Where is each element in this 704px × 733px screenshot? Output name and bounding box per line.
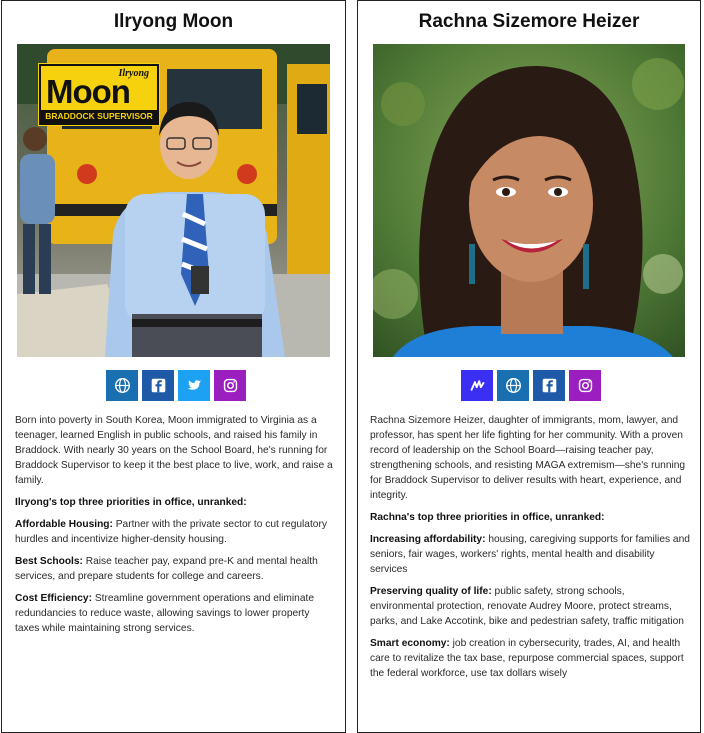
- priority-item: Increasing affordability: housing, caregiving supports for families and seniors, fair wages, workers' rights, mental health and disability services: [370, 534, 690, 575]
- priorities-heading: Ilryong's top three priorities in office, unranked:: [15, 497, 247, 508]
- candidate-photo: [17, 44, 330, 357]
- campaign-logo: Ilryong Moon BRADDOCK SUPERVISOR: [39, 64, 159, 125]
- twitter-icon: [186, 377, 203, 394]
- bio-text: Born into poverty in South Korea, Moon immigrated to Virginia as a teenager, learned English in public schools, and raised his family in Braddock. With nearly 30 years on the School Board, he's running for Braddock Supervisor to keep it the best place to live, work, and raise a family.: [15, 415, 333, 486]
- twitter-link[interactable]: [178, 370, 210, 401]
- facebook-icon: [150, 377, 167, 394]
- candidate-photo: [373, 44, 685, 357]
- bio-text: Rachna Sizemore Heizer, daughter of immigrants, mom, lawyer, and professor, has spent her life fighting for her community. With a proven record of leadership on the School Board—raising teacher pay, strengthening schools, and resisting MAGA extremism—she's running for Braddock Supervisor to deliver results with heart, experience, and integrity.: [370, 415, 686, 501]
- candidate-bio: [15, 413, 335, 643]
- priority-item: Cost Efficiency: Streamline government operations and eliminate redundancies to reduce waste, allowing savings to lower property taxes while maintaining strong services.: [15, 593, 314, 634]
- candidate-card-moon: [1, 0, 346, 733]
- instagram-icon: [577, 377, 594, 394]
- facebook-link[interactable]: [533, 370, 565, 401]
- globe-icon: [114, 377, 131, 394]
- website-link[interactable]: [497, 370, 529, 401]
- candidate-name: Rachna Sizemore Heizer: [418, 11, 640, 32]
- instagram-link[interactable]: [569, 370, 601, 401]
- globe-icon: [505, 377, 522, 394]
- facebook-link[interactable]: [142, 370, 174, 401]
- priority-item: Affordable Housing: Partner with the private sector to cut regulatory hurdles and incentivize higher-density housing.: [15, 519, 327, 545]
- priorities-heading: Rachna's top three priorities in office, unranked:: [370, 512, 605, 523]
- instagram-link[interactable]: [214, 370, 246, 401]
- priority-item: Preserving quality of life: public safety, strong schools, environmental protection, renovate Audrey Moore, protect streams, parks, and Lake Accotink, bike and pedestrian safety, traffic mitigation: [370, 586, 684, 627]
- priority-item: Best Schools: Raise teacher pay, expand pre-K and mental health services, and prepare students for college and careers.: [15, 556, 318, 582]
- candidate-card-heizer: [357, 0, 701, 733]
- instagram-icon: [222, 377, 239, 394]
- mobilize-link[interactable]: [461, 370, 493, 401]
- facebook-icon: [541, 377, 558, 394]
- candidate-bio: [370, 413, 690, 688]
- social-links: [106, 370, 246, 401]
- mobilize-icon: [469, 377, 486, 394]
- website-link[interactable]: [106, 370, 138, 401]
- priority-item: Smart economy: job creation in cybersecurity, trades, AI, and health care to revitalize the tax base, repurpose commercial spaces, support the federal workforce, use tax dollars wisely: [370, 638, 684, 679]
- social-links: [461, 370, 601, 401]
- candidate-name: Ilryong Moon: [113, 11, 234, 32]
